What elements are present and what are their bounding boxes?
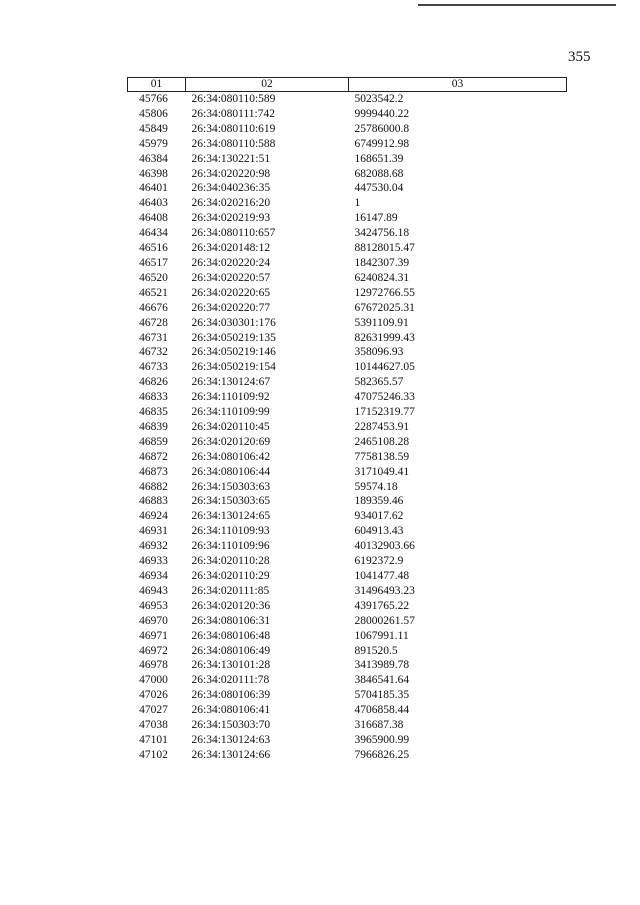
- cell-value: 1842307.39: [354, 256, 410, 269]
- table-row: [128, 211, 567, 226]
- cell-id: 46676: [139, 301, 168, 314]
- cell-cadastral-number: 26:34:130124:66: [191, 748, 271, 761]
- cell-id: 46517: [139, 256, 168, 269]
- cell-cadastral-number: 26:34:020220:65: [191, 286, 271, 299]
- table-row: [128, 658, 567, 673]
- table-row: [128, 688, 567, 703]
- table-row: [128, 331, 567, 346]
- cell-cadastral-number: 26:34:020111:78: [191, 674, 270, 687]
- cell-id: 46872: [139, 450, 168, 463]
- cell-value: 891520.5: [354, 644, 398, 657]
- cell-value: 2287453.91: [354, 420, 410, 433]
- cell-id: 47038: [139, 719, 168, 732]
- table-row: [128, 92, 567, 107]
- cell-value: 582365.57: [354, 376, 404, 389]
- page-number: 355: [568, 49, 591, 65]
- cell-cadastral-number: 26:34:080106:44: [191, 465, 271, 478]
- cell-cadastral-number: 26:34:020220:57: [191, 271, 271, 284]
- column-header-01: 01: [128, 78, 186, 92]
- header-rule: [418, 4, 616, 6]
- cell-id: 46408: [139, 212, 168, 225]
- table-row: [128, 509, 567, 524]
- table-row: [128, 256, 567, 271]
- table-row: [128, 286, 567, 301]
- table-row: [128, 122, 567, 137]
- cell-cadastral-number: 26:34:080110:588: [191, 137, 276, 150]
- cell-value: 3424756.18: [354, 227, 410, 240]
- cell-id: 46516: [139, 242, 168, 255]
- cell-value: 6192372.9: [354, 555, 404, 568]
- cell-id: 46826: [139, 376, 168, 389]
- table-row: [128, 554, 567, 569]
- cell-value: 1067991.11: [354, 629, 409, 642]
- table-row: [128, 241, 567, 256]
- table-row: [128, 629, 567, 644]
- cell-value: 6749912.98: [354, 137, 410, 150]
- cell-cadastral-number: 26:34:020220:77: [191, 301, 271, 314]
- table-row: [128, 718, 567, 733]
- column-header-02: 02: [186, 78, 349, 92]
- cell-id: 46728: [139, 316, 168, 329]
- cell-cadastral-number: 26:34:080106:31: [191, 614, 271, 627]
- table-row: [128, 450, 567, 465]
- cell-cadastral-number: 26:34:150303:65: [191, 495, 271, 508]
- cell-id: 46934: [139, 570, 168, 582]
- cell-value: 189359.46: [354, 495, 404, 508]
- table-body: [128, 92, 567, 763]
- cell-id: 46835: [139, 406, 168, 419]
- cell-cadastral-number: 26:34:130124:63: [191, 733, 271, 746]
- column-header-03: 03: [349, 78, 567, 92]
- table-row: [128, 107, 567, 122]
- cell-cadastral-number: 26:34:080106:41: [191, 704, 271, 717]
- cell-cadastral-number: 26:34:050219:146: [191, 346, 276, 359]
- cell-value: 5391109.91: [354, 316, 409, 329]
- table-row: [128, 703, 567, 718]
- cell-value: 12972766.55: [354, 286, 415, 299]
- cell-value: 5023542.2: [354, 93, 404, 105]
- table-row: [128, 465, 567, 480]
- cell-value: 358096.93: [354, 346, 404, 359]
- cell-cadastral-number: 26:34:020219:93: [191, 212, 271, 225]
- cell-id: 46520: [139, 271, 168, 284]
- table-row: [128, 524, 567, 539]
- cell-value: 3846541.64: [354, 674, 410, 687]
- table-row: [128, 435, 567, 450]
- cell-cadastral-number: 26:34:080111:742: [191, 107, 275, 120]
- cell-value: 17152319.77: [354, 406, 415, 419]
- cell-id: 46839: [139, 420, 168, 433]
- cell-cadastral-number: 26:34:110109:96: [191, 540, 270, 553]
- cell-cadastral-number: 26:34:050219:154: [191, 361, 276, 374]
- cell-value: 3413989.78: [354, 659, 410, 672]
- cell-value: 47075246.33: [354, 391, 415, 404]
- cell-cadastral-number: 26:34:080110:589: [191, 93, 276, 105]
- cell-value: 25786000.8: [354, 122, 410, 135]
- cell-id: 46732: [139, 346, 168, 359]
- table-row: [128, 480, 567, 495]
- cell-value: 40132903.66: [354, 540, 415, 553]
- cell-cadastral-number: 26:34:020216:20: [191, 197, 271, 210]
- cell-value: 316687.38: [354, 719, 404, 732]
- table-row: [128, 733, 567, 748]
- cell-cadastral-number: 26:34:130124:67: [191, 376, 271, 389]
- cell-value: 4391765.22: [354, 599, 410, 612]
- cell-cadastral-number: 26:34:130124:65: [191, 510, 271, 523]
- cell-cadastral-number: 26:34:150303:63: [191, 480, 271, 493]
- cell-cadastral-number: 26:34:080106:48: [191, 629, 271, 642]
- cell-cadastral-number: 26:34:110109:93: [191, 525, 270, 538]
- cell-id: 46933: [139, 555, 168, 568]
- cell-cadastral-number: 26:34:080110:619: [191, 122, 276, 135]
- table-header: [128, 78, 567, 92]
- cell-cadastral-number: 26:34:020148:12: [191, 242, 271, 255]
- cell-cadastral-number: 26:34:020120:36: [191, 599, 271, 612]
- table-row: [128, 673, 567, 688]
- cell-id: 45849: [139, 122, 168, 135]
- cell-value: 10144627.05: [354, 361, 415, 374]
- cell-value: 59574.18: [354, 480, 398, 493]
- cell-id: 45806: [139, 107, 168, 120]
- cell-cadastral-number: 26:34:130101:28: [191, 659, 271, 672]
- cell-value: 168651.39: [354, 152, 404, 165]
- table-row: [128, 539, 567, 554]
- cell-cadastral-number: 26:34:080106:39: [191, 689, 271, 702]
- cell-id: 46873: [139, 465, 168, 478]
- cell-id: 47101: [139, 733, 168, 746]
- table-row: [128, 360, 567, 375]
- table-row: [128, 405, 567, 420]
- cell-value: 82631999.43: [354, 331, 415, 344]
- table-row: [128, 375, 567, 390]
- cell-id: 46882: [139, 480, 168, 493]
- cell-cadastral-number: 26:34:130221:51: [191, 152, 271, 165]
- table-row: [128, 584, 567, 599]
- cell-cadastral-number: 26:34:020111:85: [191, 584, 270, 597]
- cell-value: 4706858.44: [354, 704, 410, 717]
- cell-value: 6240824.31: [354, 271, 410, 284]
- table-row: [128, 226, 567, 241]
- cell-id: 46883: [139, 495, 168, 508]
- cell-value: 67672025.31: [354, 301, 415, 314]
- cell-id: 46731: [139, 331, 168, 344]
- cell-cadastral-number: 26:34:150303:70: [191, 719, 271, 732]
- table-row: [128, 494, 567, 509]
- cell-cadastral-number: 26:34:020220:24: [191, 256, 271, 269]
- cell-value: 31496493.23: [354, 584, 415, 597]
- cell-id: 47102: [139, 748, 168, 761]
- cell-value: 3965900.99: [354, 733, 410, 746]
- table-row: [128, 181, 567, 196]
- cell-value: 5704185.35: [354, 689, 410, 702]
- cell-id: 47026: [139, 689, 168, 702]
- cell-cadastral-number: 26:34:080110:657: [191, 227, 276, 240]
- cell-cadastral-number: 26:34:050219:135: [191, 331, 276, 344]
- cell-id: 46521: [139, 286, 168, 299]
- cell-id: 46970: [139, 614, 168, 627]
- cell-id: 46434: [139, 227, 168, 240]
- cell-id: 46931: [139, 525, 168, 538]
- cell-id: 46971: [139, 629, 168, 642]
- cell-id: 46384: [139, 152, 168, 165]
- cell-id: 45766: [139, 93, 168, 105]
- cell-id: 46833: [139, 391, 168, 404]
- table-row: [128, 599, 567, 614]
- cell-id: 46932: [139, 540, 168, 553]
- table-header-row: [128, 78, 567, 92]
- cell-value: 88128015.47: [354, 242, 415, 255]
- cell-id: 46859: [139, 435, 168, 448]
- table-row: [128, 644, 567, 659]
- cell-id: 46398: [139, 167, 168, 180]
- cell-value: 16147.89: [354, 212, 398, 225]
- cell-value: 1: [354, 197, 361, 210]
- cell-id: 46924: [139, 510, 168, 523]
- cell-value: 1041477.48: [354, 570, 410, 582]
- table-row: [128, 167, 567, 182]
- cell-value: 934017.62: [354, 510, 404, 523]
- cell-cadastral-number: 26:34:020110:29: [191, 570, 270, 582]
- cell-cadastral-number: 26:34:040236:35: [191, 182, 271, 195]
- cell-cadastral-number: 26:34:020110:28: [191, 555, 270, 568]
- cell-cadastral-number: 26:34:080106:49: [191, 644, 271, 657]
- table-row: [128, 316, 567, 331]
- cell-value: 9999440.22: [354, 107, 410, 120]
- table-row: [128, 420, 567, 435]
- cell-id: 46401: [139, 182, 168, 195]
- cell-id: 45979: [139, 137, 168, 150]
- table-row: [128, 614, 567, 629]
- table-row: [128, 271, 567, 286]
- cell-id: 46978: [139, 659, 168, 672]
- table-row: [128, 748, 567, 763]
- cell-cadastral-number: 26:34:020220:98: [191, 167, 271, 180]
- cell-cadastral-number: 26:34:020110:45: [191, 420, 270, 433]
- data-table: [127, 77, 567, 763]
- table-row: [128, 196, 567, 211]
- cell-value: 7966826.25: [354, 748, 410, 761]
- cell-cadastral-number: 26:34:020120:69: [191, 435, 271, 448]
- table-row: [128, 345, 567, 360]
- cell-id: 46953: [139, 599, 168, 612]
- table-row: [128, 569, 567, 584]
- cell-id: 46403: [139, 197, 168, 210]
- data-table-container: [127, 77, 566, 763]
- table-row: [128, 390, 567, 405]
- cell-id: 47027: [139, 704, 168, 717]
- cell-value: 7758138.59: [354, 450, 410, 463]
- cell-id: 46972: [139, 644, 168, 657]
- cell-value: 682088.68: [354, 167, 404, 180]
- table-row: [128, 301, 567, 316]
- cell-value: 2465108.28: [354, 435, 410, 448]
- cell-value: 3171049.41: [354, 465, 410, 478]
- cell-value: 604913.43: [354, 525, 404, 538]
- cell-cadastral-number: 26:34:080106:42: [191, 450, 271, 463]
- cell-value: 28000261.57: [354, 614, 415, 627]
- cell-cadastral-number: 26:34:110109:99: [191, 406, 270, 419]
- table-row: [128, 152, 567, 167]
- cell-cadastral-number: 26:34:110109:92: [191, 391, 270, 404]
- cell-id: 46943: [139, 584, 168, 597]
- table-row: [128, 137, 567, 152]
- cell-value: 447530.04: [354, 182, 404, 195]
- cell-id: 47000: [139, 674, 168, 687]
- cell-cadastral-number: 26:34:030301:176: [191, 316, 276, 329]
- cell-id: 46733: [139, 361, 168, 374]
